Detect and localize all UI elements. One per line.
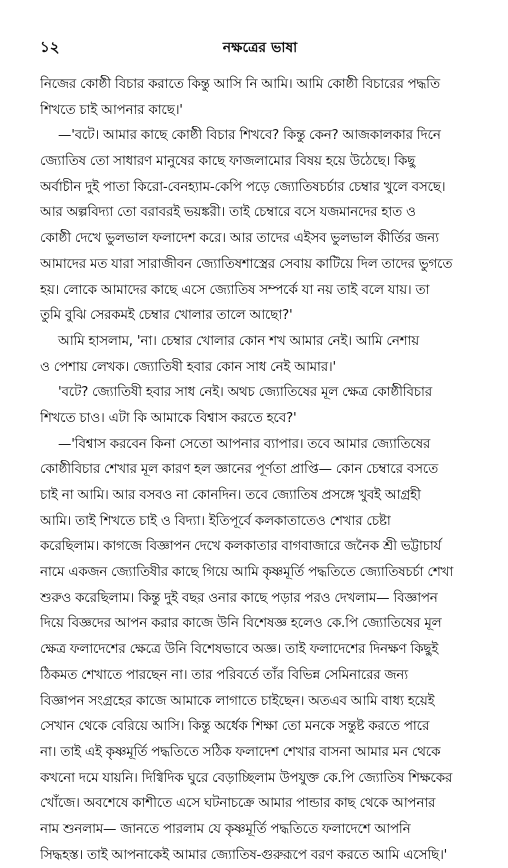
text-line: চাই না আমি। আর বসবও না কোনদিন। তবে জ্যোতিষ প্রসঙ্গে খুবই আগ্রহী <box>40 488 421 503</box>
text-line: —'বিশ্বাস করবেন কিনা সেতো আপনার ব্যাপার। তবে আমার জ্যোতিষের <box>58 436 431 452</box>
text-line: ক্ষেত্র ফলাদেশের ক্ষেত্রে উনি বিশেষভাবে অজ্ঞ। তাই ফলাদেশের দিনক্ষণ কিছুই <box>40 642 439 658</box>
text-line: কোষ্ঠীবিচার শেখার মূল কারণ হল জ্ঞানের পূর্ণতা প্রাপ্তি— কোন চেম্বারে বসতে <box>40 462 438 478</box>
text-line: নিজের কোষ্ঠী বিচার করাতে কিন্তু আসি নি আমি। আমি কোষ্ঠী বিচারের পদ্ধতি <box>40 77 440 92</box>
text-line: সিদ্ধহস্ত। তাই আপনাকেই আমার জ্যোতিষ-গুরুরূপে বরণ করতে আমি এসেছি।' <box>40 847 448 863</box>
text-line: নামে একজন জ্যোতিষীর কাছে গিয়ে আমি কৃষ্ণমূর্তি পদ্ধতিতে জ্যোতিষচর্চা শেখা <box>40 565 454 581</box>
text-line: আর অল্পবিদ্যা তো বরাবরই ভয়ঙ্করী। তাই চেম্বারে বসে যজমানদের হাত ও <box>40 205 416 221</box>
body-text <box>40 72 480 868</box>
text-line: আমি হাসলাম, 'না। চেম্বার খোলার কোন শখ আমার নেই। আমি নেশায় <box>58 333 419 349</box>
text-line: —'বটে। আমার কাছে কোষ্ঠী বিচার শিখবে? কিন্তু কেন? আজকালকার দিনে <box>58 128 441 144</box>
text-line: সেখান থেকে বেরিয়ে আসি। কিন্তু অর্ধেক শিক্ষা তো মনকে সন্তুষ্ট করতে পারে <box>40 719 430 735</box>
text-line: শিখতে চাও। এটা কি আমাকে বিশ্বাস করতে হবে?' <box>40 410 297 426</box>
running-title: নক্ষত্রের ভাষা <box>222 40 298 56</box>
text-line: জ্যোতিষ তো সাধারণ মানুষের কাছে ফাজলামোর বিষয় হয়ে উঠেছে। কিছু <box>40 154 416 170</box>
text-line: কোষ্ঠী দেখে ভুলভাল ফলাদেশ করে। আর তাদের এইসব ভুলভাল কীর্তির জন্য <box>40 231 439 247</box>
text-line: না। তাই এই কৃষ্ণমূর্তি পদ্ধতিতে সঠিক ফলাদেশ শেখার বাসনা আমার মন থেকে <box>40 744 441 760</box>
text-line: আমাদের মত যারা সারাজীবন জ্যোতিষশাস্ত্রের সেবায় কাটিয়ে দিল তাদের ভুগতে <box>40 256 453 272</box>
text-line: শুরুও করেছিলাম। কিন্তু দুই বছর ওনার কাছে পড়ার পরও দেখলাম— বিজ্ঞাপন <box>40 590 438 606</box>
text-line: খোঁজে। অবশেষে কাশীতে এসে ঘটনাচক্রে আমার পান্ডার কাছ থেকে আপনার <box>40 796 436 812</box>
text-line: আমি। তাই শিখতে চাই ও বিদ্যা। ইতিপূর্বে কলকাতাতেও শেখার চেষ্টা <box>40 513 391 529</box>
page-number: ১২ <box>40 38 60 56</box>
text-line: শিখতে চাই আপনার কাছে।' <box>40 102 183 118</box>
text-line: দিয়ে বিজ্ঞদের আপন করার কাজে উনি বিশেষজ্ঞ হলেও কে.পি জ্যোতিষের মূল <box>40 616 442 632</box>
text-line: কখনো দমে যায়নি। দিগ্বিদিক ঘুরে বেড়াচ্ছিলাম উপযুক্ত কে.পি জ্যোতিষ শিক্ষকের <box>40 770 453 786</box>
text-line: অর্বাচীন দুই পাতা কিরো-বেনহ্যাম-কেপি পড়ে জ্যোতিষচর্চার চেম্বার খুলে বসছে। <box>40 179 446 195</box>
text-line: নাম শুনলাম— জানতে পারলাম যে কৃষ্ণমূর্তি পদ্ধতিতে ফলাদেশে আপনি <box>40 821 411 837</box>
text-line: 'বটে? জ্যোতিষী হবার সাধ নেই। অথচ জ্যোতিষের মূল ক্ষেত্র কোষ্ঠীবিচার <box>58 385 432 401</box>
text-line: হয়। লোকে আমাদের কাছে এসে জ্যোতিষ সম্পর্কে যা নয় তাই বলে যায়। তা <box>40 282 430 298</box>
text-line: করেছিলাম। কাগজে বিজ্ঞাপন দেখে কলকাতার বাগবাজারে জনৈক শ্রী ভট্টাচার্য <box>40 539 442 555</box>
text-line: ঠিকমত শেখাতে পারছেন না। তার পরিবর্তে তাঁর বিভিন্ন সেমিনারের জন্য <box>40 667 408 683</box>
text-line: বিজ্ঞাপন সংগ্রহের কাজে আমাকে লাগাতে চাইছেন। অতএব আমি বাধ্য হয়েই <box>40 693 435 709</box>
text-line: ও পেশায় লেখক। জ্যোতিষী হবার কোন সাধ নেই আমার।' <box>40 359 336 375</box>
text-line: তুমি বুঝি সেরকমই চেম্বার খোলার তালে আছো?' <box>40 308 293 324</box>
page-header <box>40 36 480 58</box>
